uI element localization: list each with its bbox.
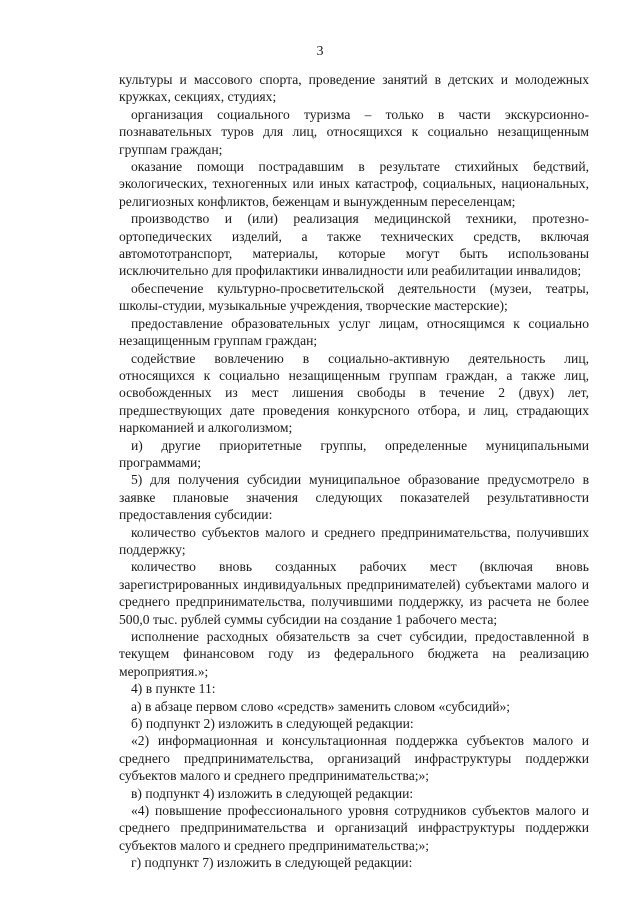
paragraph: г) подпункт 7) изложить в следующей редакции: (131, 855, 413, 871)
paragraph: 5) для получения субсидии муниципальное образование предусмотрело в заявке плановые значения следующих показателей результативности предоставления субсидии: (119, 472, 589, 523)
paragraph: б) подпункт 2) изложить в следующей редакции: (131, 716, 414, 732)
paragraph: количество вновь созданных рабочих мест (включая вновь зарегистрированных индивидуальных предпринимателей) субъектами малого и среднего предпринимательства, получившими поддержку, из расчета не более 500,0 тыс. рублей суммы субсидии на создание 1 рабочего места; (119, 559, 589, 627)
paragraph: предоставление образовательных услуг лицам, относящимся к социально незащищенным группам граждан; (119, 315, 589, 349)
document-body (119, 71, 589, 872)
paragraph: исполнение расходных обязательств за счет субсидии, предоставленной в текущем финансовом году из федерального бюджета на реализацию мероприятия.»; (119, 629, 589, 679)
paragraph: «2) информационная и консультационная поддержка субъектов малого и среднего предпринимательства, организаций инфраструктуры поддержки субъектов малого и среднего предпринимательства;»; (119, 733, 589, 784)
paragraph: а) в абзаце первом слово «средств» заменить словом «субсидий»; (131, 698, 511, 714)
paragraph: «4) повышение профессионального уровня сотрудников субъектов малого и среднего предпринимательства и организаций инфраструктуры поддержки субъектов малого и среднего предпринимательства;»; (119, 803, 589, 853)
paragraph: и) другие приоритетные группы, определенные муниципальными программами; (119, 437, 589, 470)
paragraph: организация социального туризма – только в части экскурсионно-познавательных туров для лиц, относящихся к социально незащищенным группам граждан; (119, 106, 589, 157)
page-number: 3 (316, 44, 324, 59)
paragraph: количество субъектов малого и среднего предпринимательства, получивших поддержку; (119, 524, 589, 557)
paragraph: в) подпункт 4) изложить в следующей редакции: (131, 785, 414, 801)
paragraph: культуры и массового спорта, проведение занятий в детских и молодежных кружках, секциях, студиях; (119, 72, 589, 105)
paragraph: производство и (или) реализация медицинской техники, протезно-ортопедических изделий, а также технических средств, включая автомототранспорт, материалы, которые могут быть использованы исключительно для профилактики инвалидности или реабилитации инвалидов; (119, 211, 589, 279)
paragraph: 4) в пункте 11: (131, 681, 216, 697)
paragraph: оказание помощи пострадавшим в результате стихийных бедствий, экологических, техногенных или иных катастроф, социальных, национальных, религиозных конфликтов, беженцам и вынужденным переселенцам; (119, 159, 589, 209)
paragraph: обеспечение культурно-просветительской деятельности (музеи, театры, школы-студии, музыкальные учреждения, творческие мастерские); (119, 280, 589, 314)
paragraph: содействие вовлечению в социально-активную деятельность лиц, относящихся к социально незащищенным группам граждан, а также лиц, освобожденных из мест лишения свободы в течение 2 (двух) лет, предшествующих дате проведения конкурсного отбора, и лиц, страдающих наркоманией и алкоголизмом; (119, 350, 589, 436)
